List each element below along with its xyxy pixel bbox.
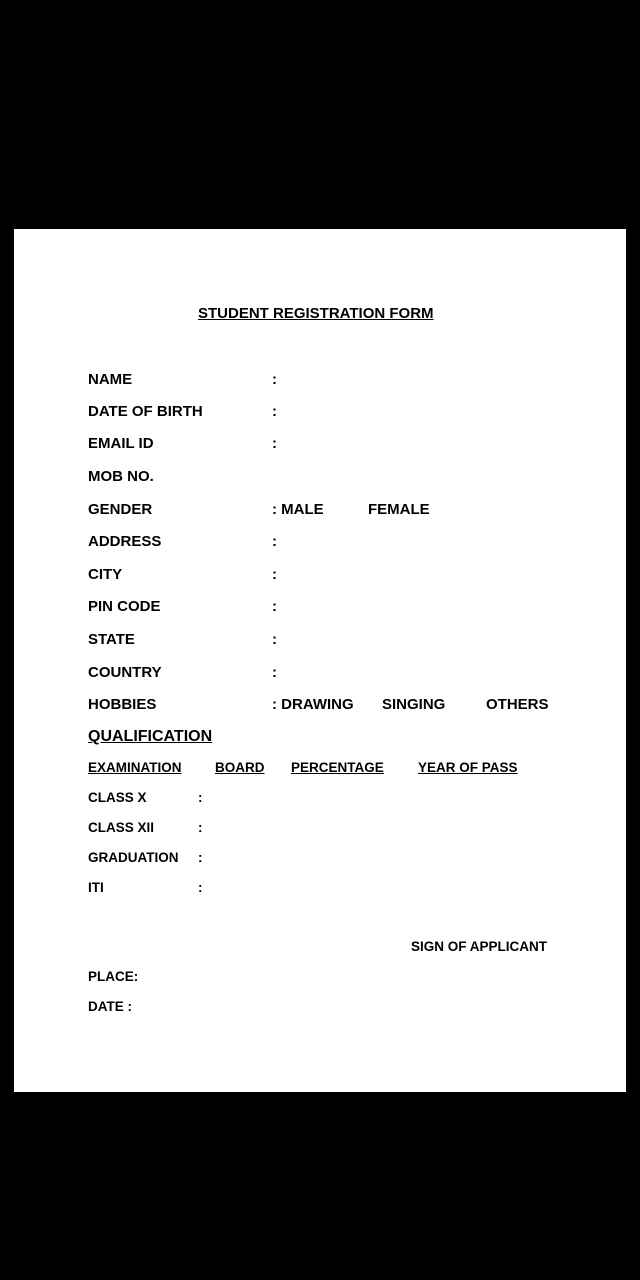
sep-email: : bbox=[272, 435, 277, 452]
hobby-option-singing: SINGING bbox=[382, 696, 446, 713]
sep-country: : bbox=[272, 664, 277, 681]
gender-option-male: : MALE bbox=[272, 501, 324, 518]
column-examination: EXAMINATION bbox=[88, 760, 182, 775]
hobby-option-drawing: : DRAWING bbox=[272, 696, 354, 713]
label-dob: DATE OF BIRTH bbox=[88, 403, 203, 420]
column-board: BOARD bbox=[215, 760, 265, 775]
sep-pincode: : bbox=[272, 598, 277, 615]
row-sep-iti: : bbox=[198, 880, 203, 895]
label-email: EMAIL ID bbox=[88, 435, 154, 452]
row-label-class-x: CLASS X bbox=[88, 790, 147, 805]
sep-address: : bbox=[272, 533, 277, 550]
signature-label: SIGN OF APPLICANT bbox=[411, 939, 548, 954]
row-label-class-xii: CLASS XII bbox=[88, 820, 155, 835]
row-sep-class-x: : bbox=[198, 790, 203, 805]
label-state: STATE bbox=[88, 631, 135, 648]
form-title: STUDENT REGISTRATION FORM bbox=[198, 305, 434, 322]
label-country: COUNTRY bbox=[88, 664, 162, 681]
sep-city: : bbox=[272, 566, 277, 583]
qualification-heading: QUALIFICATION bbox=[88, 728, 213, 745]
sep-dob: : bbox=[272, 403, 277, 420]
row-sep-class-xii: : bbox=[198, 820, 203, 835]
place-label: PLACE: bbox=[88, 969, 139, 984]
sep-state: : bbox=[272, 631, 277, 648]
row-label-graduation: GRADUATION bbox=[88, 850, 179, 865]
gender-option-female: FEMALE bbox=[368, 501, 430, 518]
column-percentage: PERCENTAGE bbox=[291, 760, 384, 775]
sep-name: : bbox=[272, 371, 277, 388]
row-sep-graduation: : bbox=[198, 850, 203, 865]
label-hobbies: HOBBIES bbox=[88, 696, 157, 713]
label-city: CITY bbox=[88, 566, 123, 583]
column-year-of-pass: YEAR OF PASS bbox=[418, 760, 518, 775]
form-page bbox=[14, 229, 626, 1092]
label-pincode: PIN CODE bbox=[88, 598, 161, 615]
date-label: DATE : bbox=[88, 999, 132, 1014]
label-mobile: MOB NO. bbox=[88, 468, 154, 485]
label-gender: GENDER bbox=[88, 501, 153, 518]
label-address: ADDRESS bbox=[88, 533, 162, 550]
hobby-option-others: OTHERS bbox=[486, 696, 549, 713]
row-label-iti: ITI bbox=[88, 880, 104, 895]
label-name: NAME bbox=[88, 371, 133, 388]
